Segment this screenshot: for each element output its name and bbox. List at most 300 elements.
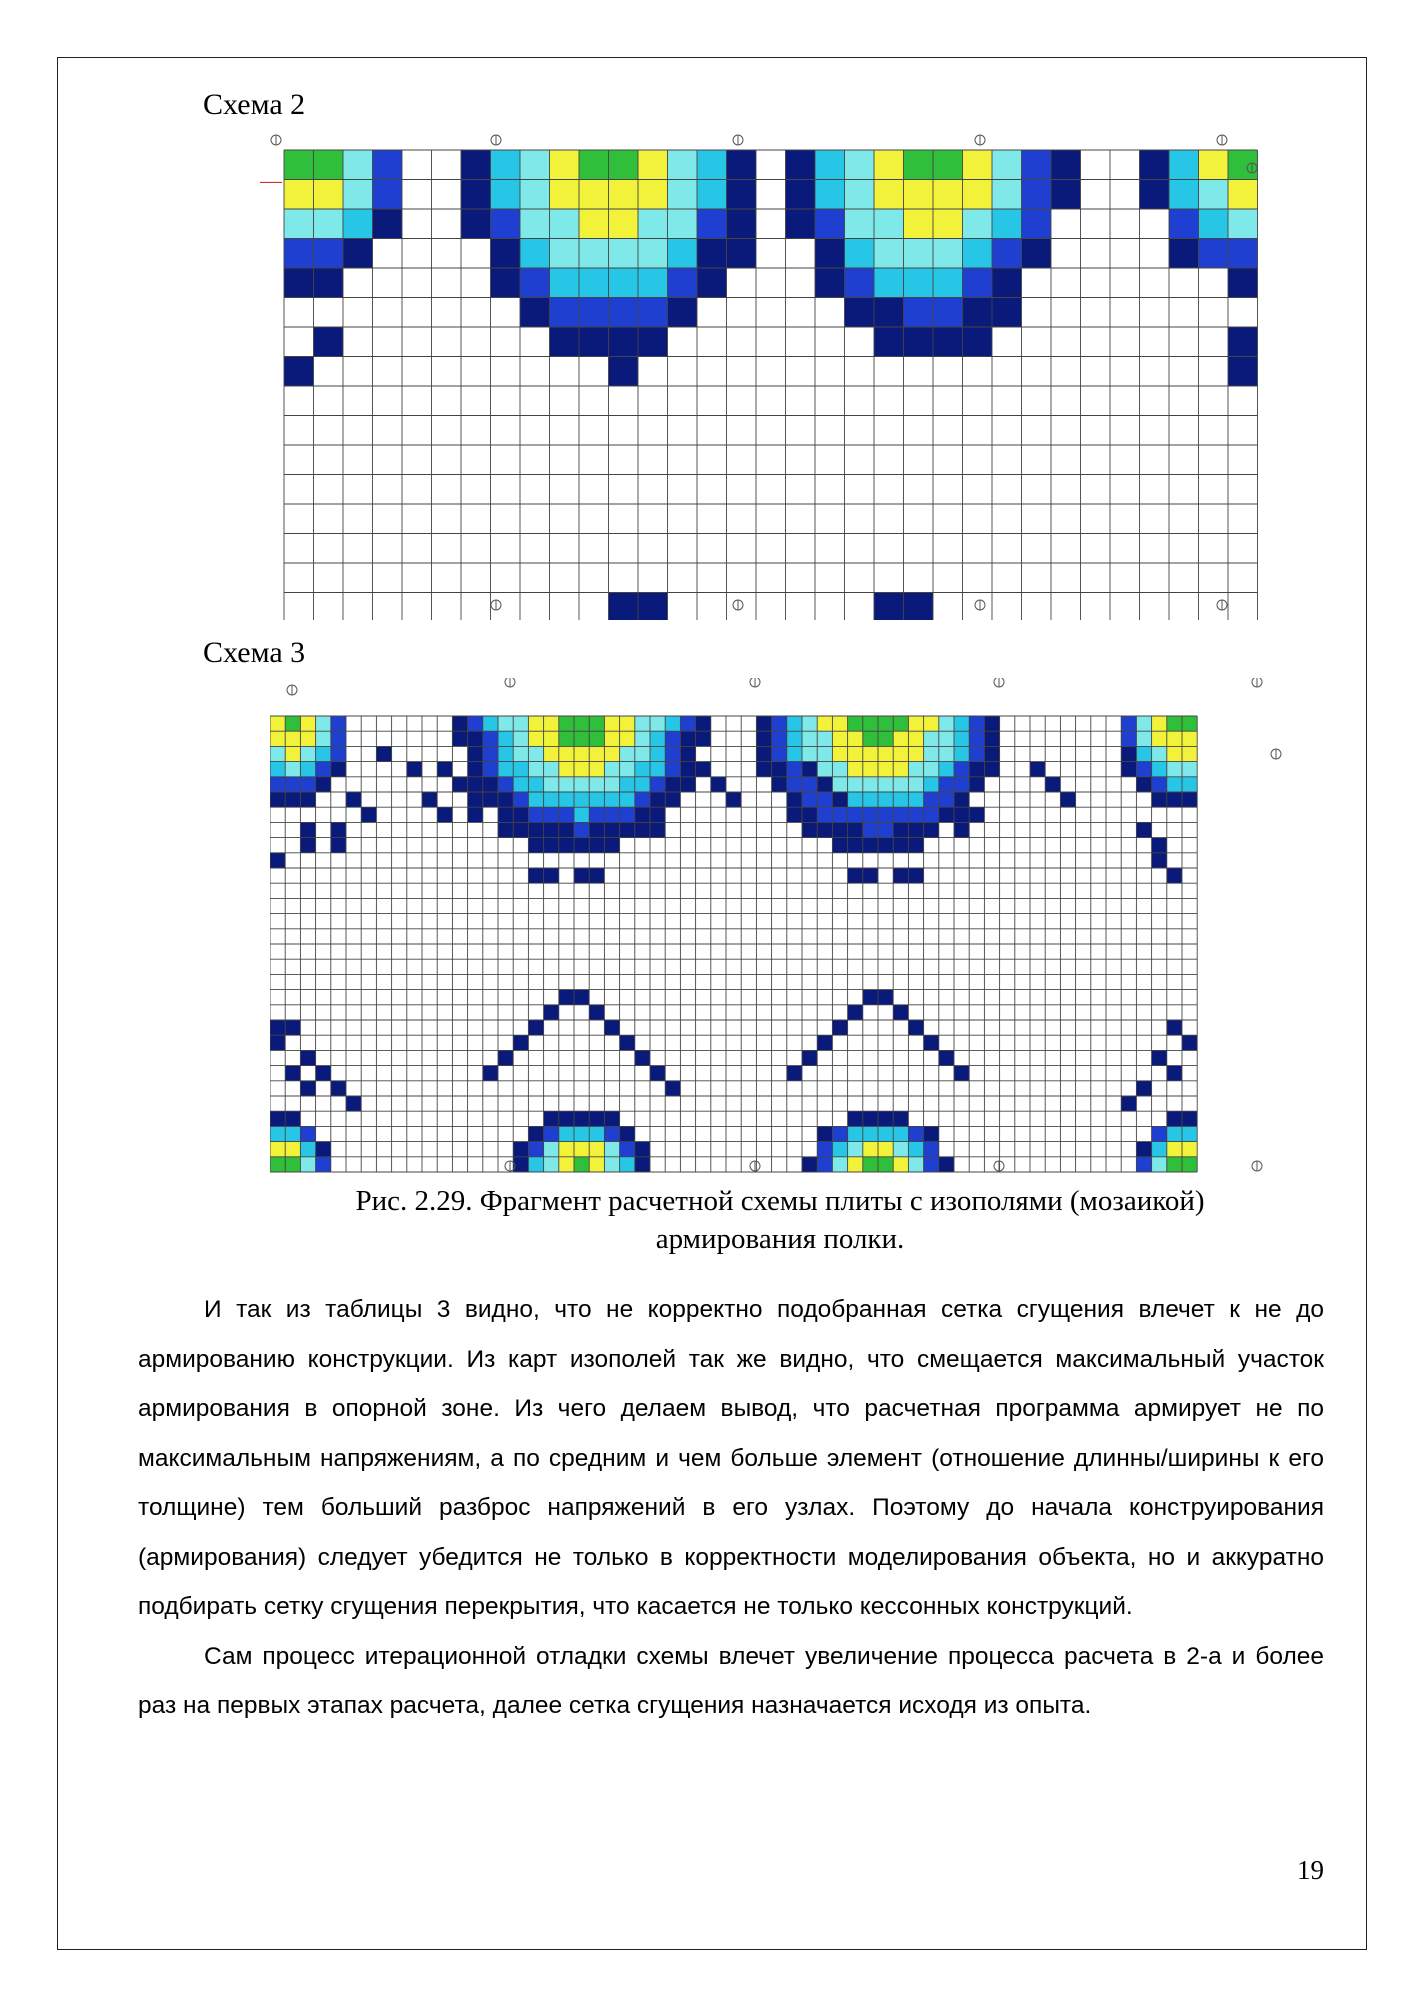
- mosaic-cell: [863, 1157, 878, 1172]
- mosaic-cell: [1228, 180, 1258, 210]
- mosaic-cell: [832, 716, 847, 731]
- mosaic-cell: [878, 1142, 893, 1157]
- mosaic-cell: [863, 868, 878, 883]
- mosaic-cell: [635, 1050, 650, 1065]
- mosaic-cell: [1152, 1157, 1167, 1172]
- mosaic-cell: [772, 777, 787, 792]
- mosaic-cell: [589, 807, 604, 822]
- scheme-3-mosaic: [270, 678, 1290, 1176]
- mosaic-cell: [544, 1005, 559, 1020]
- mosaic-cell: [924, 746, 939, 761]
- mosaic-cell: [933, 327, 963, 357]
- mosaic-cell: [904, 239, 934, 269]
- mosaic-cell: [574, 716, 589, 731]
- mosaic-cell: [270, 1035, 285, 1050]
- mosaic-cell: [620, 807, 635, 822]
- mosaic-cell: [437, 762, 452, 777]
- mosaic-cell: [544, 822, 559, 837]
- mosaic-cell: [933, 298, 963, 328]
- mosaic-cell: [483, 792, 498, 807]
- mosaic-cell: [609, 327, 639, 357]
- mosaic-cell: [468, 807, 483, 822]
- mosaic-cell: [559, 792, 574, 807]
- mosaic-cell: [1022, 209, 1052, 239]
- mosaic-cell: [878, 762, 893, 777]
- mosaic-cell: [1136, 777, 1151, 792]
- mosaic-cell: [893, 1157, 908, 1172]
- mosaic-cell: [620, 1142, 635, 1157]
- mosaic-cell: [933, 209, 963, 239]
- mosaic-cell: [635, 762, 650, 777]
- mosaic-cell: [1060, 792, 1075, 807]
- mosaic-cell: [1152, 762, 1167, 777]
- mosaic-cell: [1136, 1157, 1151, 1172]
- mosaic-cell: [461, 180, 491, 210]
- mosaic-cell: [316, 1066, 331, 1081]
- mosaic-cell: [620, 746, 635, 761]
- mosaic-cell: [650, 731, 665, 746]
- mosaic-cell: [832, 1126, 847, 1141]
- mosaic-cell: [300, 1126, 315, 1141]
- mosaic-cell: [491, 239, 521, 269]
- mosaic-cell: [1228, 357, 1258, 387]
- mosaic-cell: [604, 716, 619, 731]
- mosaic-cell: [314, 239, 344, 269]
- mosaic-cell: [680, 777, 695, 792]
- mosaic-cell: [848, 838, 863, 853]
- mosaic-cell: [984, 762, 999, 777]
- mosaic-cell: [756, 716, 771, 731]
- mosaic-cell: [270, 746, 285, 761]
- mosaic-cell: [574, 807, 589, 822]
- mosaic-cell: [787, 716, 802, 731]
- mosaic-cell: [609, 209, 639, 239]
- mosaic-cell: [1022, 180, 1052, 210]
- mosaic-cell: [680, 731, 695, 746]
- mosaic-cell: [832, 762, 847, 777]
- mosaic-cell: [727, 239, 757, 269]
- mosaic-cell: [635, 822, 650, 837]
- mosaic-cell: [696, 731, 711, 746]
- mosaic-cell: [832, 1142, 847, 1157]
- mosaic-cell: [954, 731, 969, 746]
- mosaic-cell: [604, 792, 619, 807]
- mosaic-cell: [711, 777, 726, 792]
- mosaic-cell: [904, 268, 934, 298]
- mosaic-cell: [904, 150, 934, 180]
- mosaic-cell: [908, 1020, 923, 1035]
- mosaic-cell: [802, 807, 817, 822]
- mosaic-cell: [468, 716, 483, 731]
- mosaic-cell: [520, 268, 550, 298]
- page-number: 19: [1297, 1855, 1324, 1885]
- mosaic-cell: [992, 239, 1022, 269]
- mosaic-cell: [544, 1157, 559, 1172]
- mosaic-cell: [491, 209, 521, 239]
- mosaic-cell: [727, 209, 757, 239]
- mosaic-cell: [963, 180, 993, 210]
- mosaic-cell: [574, 838, 589, 853]
- mosaic-cell: [969, 777, 984, 792]
- mosaic-cell: [650, 792, 665, 807]
- mosaic-cell: [1030, 762, 1045, 777]
- mosaic-cell: [498, 716, 513, 731]
- mosaic-cell: [343, 239, 373, 269]
- mosaic-cell: [574, 1157, 589, 1172]
- caption-line-2: армирования полки.: [655, 1223, 905, 1255]
- mosaic-cell: [939, 1157, 954, 1172]
- mosaic-cell: [461, 150, 491, 180]
- mosaic-cell: [620, 822, 635, 837]
- mosaic-cell: [893, 1111, 908, 1126]
- mosaic-cell: [559, 822, 574, 837]
- mosaic-cell: [638, 180, 668, 210]
- mosaic-cell: [874, 593, 904, 621]
- mosaic-cell: [498, 746, 513, 761]
- mosaic-cell: [513, 716, 528, 731]
- mosaic-cell: [609, 357, 639, 387]
- mosaic-cell: [992, 209, 1022, 239]
- mosaic-cell: [802, 777, 817, 792]
- mosaic-cell: [284, 357, 314, 387]
- scheme-2-cells: [284, 150, 1258, 620]
- mosaic-cell: [513, 746, 528, 761]
- mosaic-cell: [697, 268, 727, 298]
- mosaic-cell: [544, 746, 559, 761]
- mosaic-cell: [285, 731, 300, 746]
- mosaic-cell: [848, 822, 863, 837]
- mosaic-cell: [579, 150, 609, 180]
- mosaic-cell: [992, 268, 1022, 298]
- mosaic-cell: [513, 1157, 528, 1172]
- mosaic-cell: [491, 268, 521, 298]
- mosaic-cell: [468, 792, 483, 807]
- mosaic-cell: [620, 792, 635, 807]
- mosaic-cell: [520, 180, 550, 210]
- mosaic-cell: [620, 777, 635, 792]
- mosaic-cell: [1022, 239, 1052, 269]
- mosaic-cell: [963, 150, 993, 180]
- mosaic-cell: [802, 716, 817, 731]
- mosaic-cell: [650, 1066, 665, 1081]
- mosaic-cell: [550, 180, 580, 210]
- mosaic-cell: [285, 1157, 300, 1172]
- scheme-3-label: Схема 3: [203, 636, 306, 669]
- mosaic-cell: [845, 209, 875, 239]
- mosaic-cell: [635, 1142, 650, 1157]
- mosaic-cell: [908, 1126, 923, 1141]
- mosaic-cell: [1228, 268, 1258, 298]
- mosaic-cell: [863, 792, 878, 807]
- mosaic-cell: [579, 209, 609, 239]
- mosaic-cell: [520, 209, 550, 239]
- mosaic-cell: [574, 1142, 589, 1157]
- mosaic-cell: [908, 822, 923, 837]
- mosaic-cell: [878, 716, 893, 731]
- mosaic-cell: [1167, 1066, 1182, 1081]
- body-text: [138, 1285, 1324, 1731]
- mosaic-cell: [1167, 1157, 1182, 1172]
- mosaic-cell: [1228, 327, 1258, 357]
- mosaic-cell: [604, 777, 619, 792]
- mosaic-cell: [1121, 716, 1136, 731]
- mosaic-cell: [1045, 777, 1060, 792]
- mosaic-cell: [817, 731, 832, 746]
- mosaic-cell: [787, 746, 802, 761]
- mosaic-cell: [544, 731, 559, 746]
- mosaic-cell: [574, 731, 589, 746]
- mosaic-cell: [787, 731, 802, 746]
- mosaic-cell: [559, 807, 574, 822]
- mosaic-cell: [726, 792, 741, 807]
- mosaic-cell: [285, 792, 300, 807]
- mosaic-cell: [939, 1050, 954, 1065]
- mosaic-cell: [802, 1157, 817, 1172]
- mosaic-cell: [878, 731, 893, 746]
- mosaic-cell: [668, 239, 698, 269]
- mosaic-cell: [550, 239, 580, 269]
- mosaic-cell: [939, 746, 954, 761]
- mosaic-cell: [787, 777, 802, 792]
- mosaic-cell: [528, 792, 543, 807]
- mosaic-cell: [893, 762, 908, 777]
- mosaic-cell: [528, 1157, 543, 1172]
- mosaic-cell: [817, 716, 832, 731]
- mosaic-cell: [528, 1020, 543, 1035]
- mosaic-cell: [270, 1142, 285, 1157]
- mosaic-cell: [772, 731, 787, 746]
- mosaic-cell: [314, 150, 344, 180]
- mosaic-cell: [498, 1050, 513, 1065]
- mosaic-cell: [650, 807, 665, 822]
- mosaic-cell: [848, 792, 863, 807]
- mosaic-cell: [954, 777, 969, 792]
- mosaic-cell: [665, 777, 680, 792]
- mosaic-cell: [361, 807, 376, 822]
- mosaic-cell: [1228, 209, 1258, 239]
- mosaic-cell: [893, 868, 908, 883]
- mosaic-cell: [933, 150, 963, 180]
- mosaic-cell: [893, 822, 908, 837]
- mosaic-cell: [802, 1050, 817, 1065]
- mosaic-cell: [1140, 150, 1170, 180]
- mosaic-cell: [817, 762, 832, 777]
- mosaic-cell: [604, 838, 619, 853]
- mosaic-cell: [513, 777, 528, 792]
- mosaic-cell: [520, 239, 550, 269]
- mosaic-cell: [300, 1050, 315, 1065]
- mosaic-cell: [544, 1142, 559, 1157]
- mosaic-cell: [863, 762, 878, 777]
- mosaic-cell: [908, 746, 923, 761]
- mosaic-cell: [1167, 762, 1182, 777]
- mosaic-cell: [893, 792, 908, 807]
- mosaic-cell: [589, 777, 604, 792]
- mosaic-cell: [437, 807, 452, 822]
- mosaic-cell: [817, 807, 832, 822]
- mosaic-cell: [635, 792, 650, 807]
- mosaic-cell: [1182, 792, 1197, 807]
- mosaic-cell: [845, 150, 875, 180]
- mosaic-cell: [316, 777, 331, 792]
- mosaic-cell: [863, 716, 878, 731]
- mosaic-cell: [620, 1035, 635, 1050]
- mosaic-cell: [314, 268, 344, 298]
- mosaic-cell: [544, 716, 559, 731]
- mosaic-cell: [727, 180, 757, 210]
- mosaic-cell: [468, 762, 483, 777]
- mosaic-cell: [893, 807, 908, 822]
- mosaic-cell: [1136, 716, 1151, 731]
- mosaic-cell: [285, 1066, 300, 1081]
- mosaic-cell: [559, 1126, 574, 1141]
- mosaic-cell: [314, 209, 344, 239]
- mosaic-cell: [331, 762, 346, 777]
- mosaic-cell: [1169, 150, 1199, 180]
- mosaic-cell: [620, 762, 635, 777]
- mosaic-cell: [756, 746, 771, 761]
- mosaic-cell: [559, 1142, 574, 1157]
- mosaic-cell: [589, 1142, 604, 1157]
- mosaic-cell: [1152, 853, 1167, 868]
- mosaic-cell: [1182, 731, 1197, 746]
- mosaic-cell: [1121, 731, 1136, 746]
- mosaic-cell: [893, 1142, 908, 1157]
- mosaic-cell: [270, 731, 285, 746]
- mosaic-cell: [1140, 180, 1170, 210]
- mosaic-cell: [491, 180, 521, 210]
- mosaic-cell: [559, 731, 574, 746]
- mosaic-cell: [579, 298, 609, 328]
- mosaic-cell: [513, 1035, 528, 1050]
- mosaic-cell: [483, 731, 498, 746]
- mosaic-cell: [817, 792, 832, 807]
- mosaic-cell: [559, 990, 574, 1005]
- mosaic-cell: [924, 716, 939, 731]
- mosaic-cell: [1152, 838, 1167, 853]
- mosaic-cell: [270, 1111, 285, 1126]
- mosaic-cell: [832, 838, 847, 853]
- mosaic-cell: [604, 807, 619, 822]
- mosaic-cell: [513, 822, 528, 837]
- mosaic-cell: [908, 838, 923, 853]
- mosaic-cell: [589, 762, 604, 777]
- mosaic-cell: [904, 593, 934, 621]
- mosaic-cell: [373, 150, 403, 180]
- mosaic-cell: [513, 807, 528, 822]
- mosaic-cell: [346, 1096, 361, 1111]
- mosaic-cell: [863, 1126, 878, 1141]
- mosaic-cell: [1136, 1142, 1151, 1157]
- mosaic-cell: [331, 716, 346, 731]
- mosaic-cell: [939, 792, 954, 807]
- mosaic-cell: [1169, 180, 1199, 210]
- mosaic-cell: [893, 1126, 908, 1141]
- mosaic-cell: [638, 150, 668, 180]
- mosaic-cell: [992, 150, 1022, 180]
- mosaic-cell: [665, 731, 680, 746]
- mosaic-cell: [939, 716, 954, 731]
- mosaic-cell: [528, 807, 543, 822]
- mosaic-cell: [528, 731, 543, 746]
- mosaic-cell: [802, 731, 817, 746]
- mosaic-cell: [832, 792, 847, 807]
- mosaic-cell: [908, 807, 923, 822]
- mosaic-cell: [1136, 762, 1151, 777]
- mosaic-cell: [498, 762, 513, 777]
- scheme-2-mosaic: [260, 130, 1258, 620]
- mosaic-cell: [772, 762, 787, 777]
- mosaic-cell: [668, 209, 698, 239]
- mosaic-cell: [300, 777, 315, 792]
- mosaic-cell: [924, 822, 939, 837]
- mosaic-cell: [609, 593, 639, 621]
- mosaic-cell: [786, 209, 816, 239]
- mosaic-cell: [589, 746, 604, 761]
- mosaic-cell: [314, 180, 344, 210]
- mosaic-cell: [787, 1066, 802, 1081]
- mosaic-cell: [893, 731, 908, 746]
- mosaic-cell: [331, 731, 346, 746]
- mosaic-cell: [609, 298, 639, 328]
- mosaic-cell: [604, 1126, 619, 1141]
- mosaic-cell: [638, 239, 668, 269]
- mosaic-cell: [589, 822, 604, 837]
- mosaic-cell: [1051, 180, 1081, 210]
- mosaic-cell: [848, 762, 863, 777]
- mosaic-cell: [635, 1157, 650, 1172]
- mosaic-cell: [528, 746, 543, 761]
- caption-line-1: Рис. 2.29. Фрагмент расчетной схемы плиты с изополями (мозаикой): [355, 1185, 1205, 1217]
- mosaic-cell: [285, 1111, 300, 1126]
- mosaic-cell: [579, 180, 609, 210]
- mosaic-cell: [609, 180, 639, 210]
- mosaic-cell: [559, 777, 574, 792]
- mosaic-cell: [680, 762, 695, 777]
- mosaic-cell: [270, 1157, 285, 1172]
- mosaic-cell: [668, 150, 698, 180]
- mosaic-cell: [908, 1142, 923, 1157]
- mosaic-cell: [285, 716, 300, 731]
- mosaic-cell: [863, 807, 878, 822]
- mosaic-cell: [924, 762, 939, 777]
- mosaic-cell: [520, 298, 550, 328]
- mosaic-cell: [544, 1126, 559, 1141]
- mosaic-cell: [1121, 762, 1136, 777]
- mosaic-cell: [1152, 1126, 1167, 1141]
- mosaic-cell: [1182, 746, 1197, 761]
- mosaic-cell: [550, 268, 580, 298]
- mosaic-cell: [343, 209, 373, 239]
- mosaic-cell: [620, 716, 635, 731]
- mosaic-cell: [589, 1157, 604, 1172]
- mosaic-cell: [697, 180, 727, 210]
- mosaic-cell: [316, 762, 331, 777]
- mosaic-cell: [343, 180, 373, 210]
- mosaic-cell: [697, 150, 727, 180]
- mosaic-cell: [1051, 150, 1081, 180]
- mosaic-cell: [284, 150, 314, 180]
- mosaic-cell: [574, 746, 589, 761]
- mosaic-cell: [300, 1157, 315, 1172]
- mosaic-cell: [908, 716, 923, 731]
- mosaic-cell: [483, 777, 498, 792]
- mosaic-cell: [520, 150, 550, 180]
- mosaic-cell: [893, 777, 908, 792]
- mosaic-cell: [468, 777, 483, 792]
- mosaic-cell: [1169, 239, 1199, 269]
- mosaic-cell: [285, 777, 300, 792]
